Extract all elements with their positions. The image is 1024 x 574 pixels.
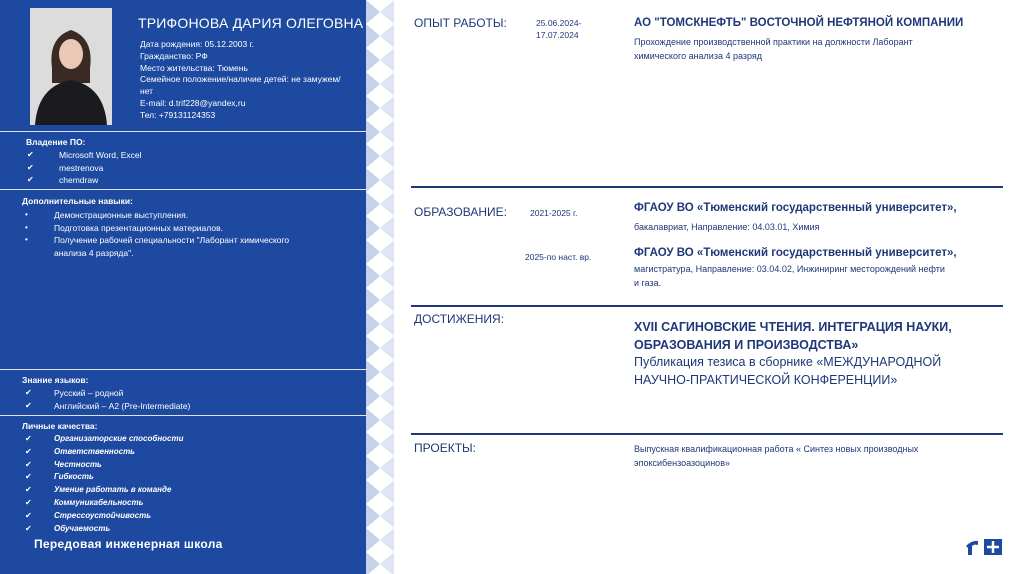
- personal-info: [140, 39, 350, 122]
- divider: [0, 131, 366, 132]
- check-icon: ✔: [25, 388, 32, 397]
- date-to: 17.07.2024: [536, 30, 579, 40]
- list-item: ✔ Гибкость: [25, 471, 184, 484]
- software-list: [27, 149, 142, 187]
- check-icon: ✔: [27, 175, 34, 185]
- projects-heading: ПРОЕКТЫ:: [414, 441, 476, 455]
- check-icon: ✔: [25, 434, 32, 443]
- phone: Тел: +79131124353: [140, 109, 216, 120]
- section-divider: [411, 186, 1003, 188]
- check-icon: ✔: [25, 485, 32, 495]
- list-item: ✔ Коммуникабельность: [25, 497, 184, 510]
- bullet-icon: •: [25, 222, 28, 232]
- experience-heading: ОПЫТ РАБОТЫ:: [414, 16, 507, 30]
- list-item: анализа 4 разряда".: [54, 247, 134, 258]
- profile-photo: [30, 8, 112, 125]
- languages-list: [25, 387, 190, 412]
- divider: [0, 369, 366, 370]
- education-desc: бакалавриат, Направление: 04.03.01, Химия: [634, 222, 820, 232]
- profile-name: ТРИФОНОВА ДАРИЯ ОЛЕГОВНА: [138, 15, 364, 31]
- list-item: ✔ Организаторские способности: [25, 433, 184, 446]
- achievements-heading: ДОСТИЖЕНИЯ:: [414, 312, 505, 326]
- list-item: ✔ Microsoft Word, Excel: [27, 150, 142, 160]
- list-item: • Демонстрационные выступления.: [25, 210, 189, 220]
- skills-list: [25, 209, 289, 259]
- desc-line: Прохождение производственной практики на должности Лаборант: [634, 37, 913, 47]
- check-icon: ✔: [25, 497, 32, 507]
- list-item: • Подготовка презентационных материалов.: [25, 222, 223, 233]
- list-item: ✔ Русский – родной: [25, 388, 124, 398]
- list-item: ✔ chemdraw: [27, 175, 99, 186]
- education-org: ФГАОУ ВО «Тюменский государственный университет»,: [634, 247, 957, 259]
- check-icon: ✔: [25, 446, 32, 456]
- list-item: ✔ mestrenova: [27, 162, 104, 173]
- experience-org: АО "ТОМСКНЕФТЬ" ВОСТОЧНОЙ НЕФТЯНОЙ КОМПАНИИ: [634, 17, 964, 29]
- qualities-title: Личные качества:: [22, 421, 98, 431]
- citizenship: Гражданство: РФ: [140, 50, 208, 61]
- profile-panel: [0, 0, 366, 574]
- qualities-list: [25, 433, 184, 535]
- software-title: Владение ПО:: [26, 137, 86, 147]
- list-item: ✔ Умение работать в команде: [25, 484, 184, 497]
- check-icon: ✔: [25, 510, 32, 520]
- list-item: ✔ Честность: [25, 459, 184, 472]
- education-date: 2025-по наст. вр.: [525, 252, 592, 262]
- desc-line: магистратура, Направление: 03.04.02, Инжиниринг месторождений нефти: [634, 264, 945, 274]
- divider: [0, 189, 366, 190]
- desc-line: и газа.: [634, 278, 662, 288]
- university-logo-icon: [964, 537, 1006, 557]
- desc-line: Выпускная квалификационная работа « Синтез новых производных: [634, 444, 919, 454]
- desc-line: химического анализа 4 разряд: [634, 51, 763, 61]
- check-icon: ✔: [25, 400, 32, 410]
- check-icon: ✔: [25, 459, 32, 469]
- languages-title: Знание языков:: [22, 375, 89, 385]
- education-heading: ОБРАЗОВАНИЕ:: [414, 205, 507, 219]
- family-status: Семейное положение/наличие детей: не замужем/нет: [140, 74, 341, 97]
- residence: Место жительства: Тюмень: [140, 62, 248, 73]
- divider: [0, 415, 366, 416]
- achievement-text: Публикация тезиса в сборнике «МЕЖДУНАРОДНОЙ НАУЧНО-ПРАКТИЧЕСКОЙ КОНФЕРЕНЦИИ»: [634, 355, 942, 387]
- desc-line: эпоксибензоазоцинов»: [634, 458, 730, 468]
- decorative-stripe: [366, 0, 394, 574]
- check-icon: ✔: [25, 523, 32, 533]
- section-divider: [411, 433, 1003, 435]
- school-name: Передовая инженерная школа: [34, 537, 223, 551]
- list-item: ✔ Ответственность: [25, 446, 184, 459]
- section-divider: [411, 305, 1003, 307]
- date-from: 25.06.2024-: [536, 18, 582, 28]
- list-item: ✔ Стрессоустойчивость: [25, 510, 184, 523]
- skills-title: Дополнительные навыки:: [22, 196, 133, 206]
- check-icon: ✔: [27, 162, 34, 172]
- project-desc: [634, 442, 918, 470]
- achievement-title: XVII САГИНОВСКИЕ ЧТЕНИЯ. ИНТЕГРАЦИЯ НАУКИ, ОБРАЗОВАНИЯ И ПРОИЗВОДСТВА»: [634, 320, 952, 352]
- email: E-mail: d.trif228@yandex,ru: [140, 97, 246, 108]
- birth-date: Дата рождения: 05.12.2003 г.: [140, 39, 255, 49]
- education-date: 2021-2025 г.: [530, 208, 578, 218]
- check-icon: ✔: [25, 472, 32, 482]
- education-org: ФГАОУ ВО «Тюменский государственный университет»,: [634, 202, 957, 214]
- list-item: • Получение рабочей специальности "Лаборант химического: [25, 235, 290, 246]
- list-item: ✔ Английский – A2 (Pre-Intermediate): [25, 400, 191, 411]
- bullet-icon: •: [25, 235, 28, 245]
- check-icon: ✔: [27, 150, 34, 159]
- experience-desc: [634, 35, 913, 63]
- list-item: ✔ Обучаемость: [25, 523, 184, 536]
- experience-dates: [536, 17, 581, 41]
- education-desc: [634, 262, 945, 290]
- bullet-icon: •: [25, 210, 28, 219]
